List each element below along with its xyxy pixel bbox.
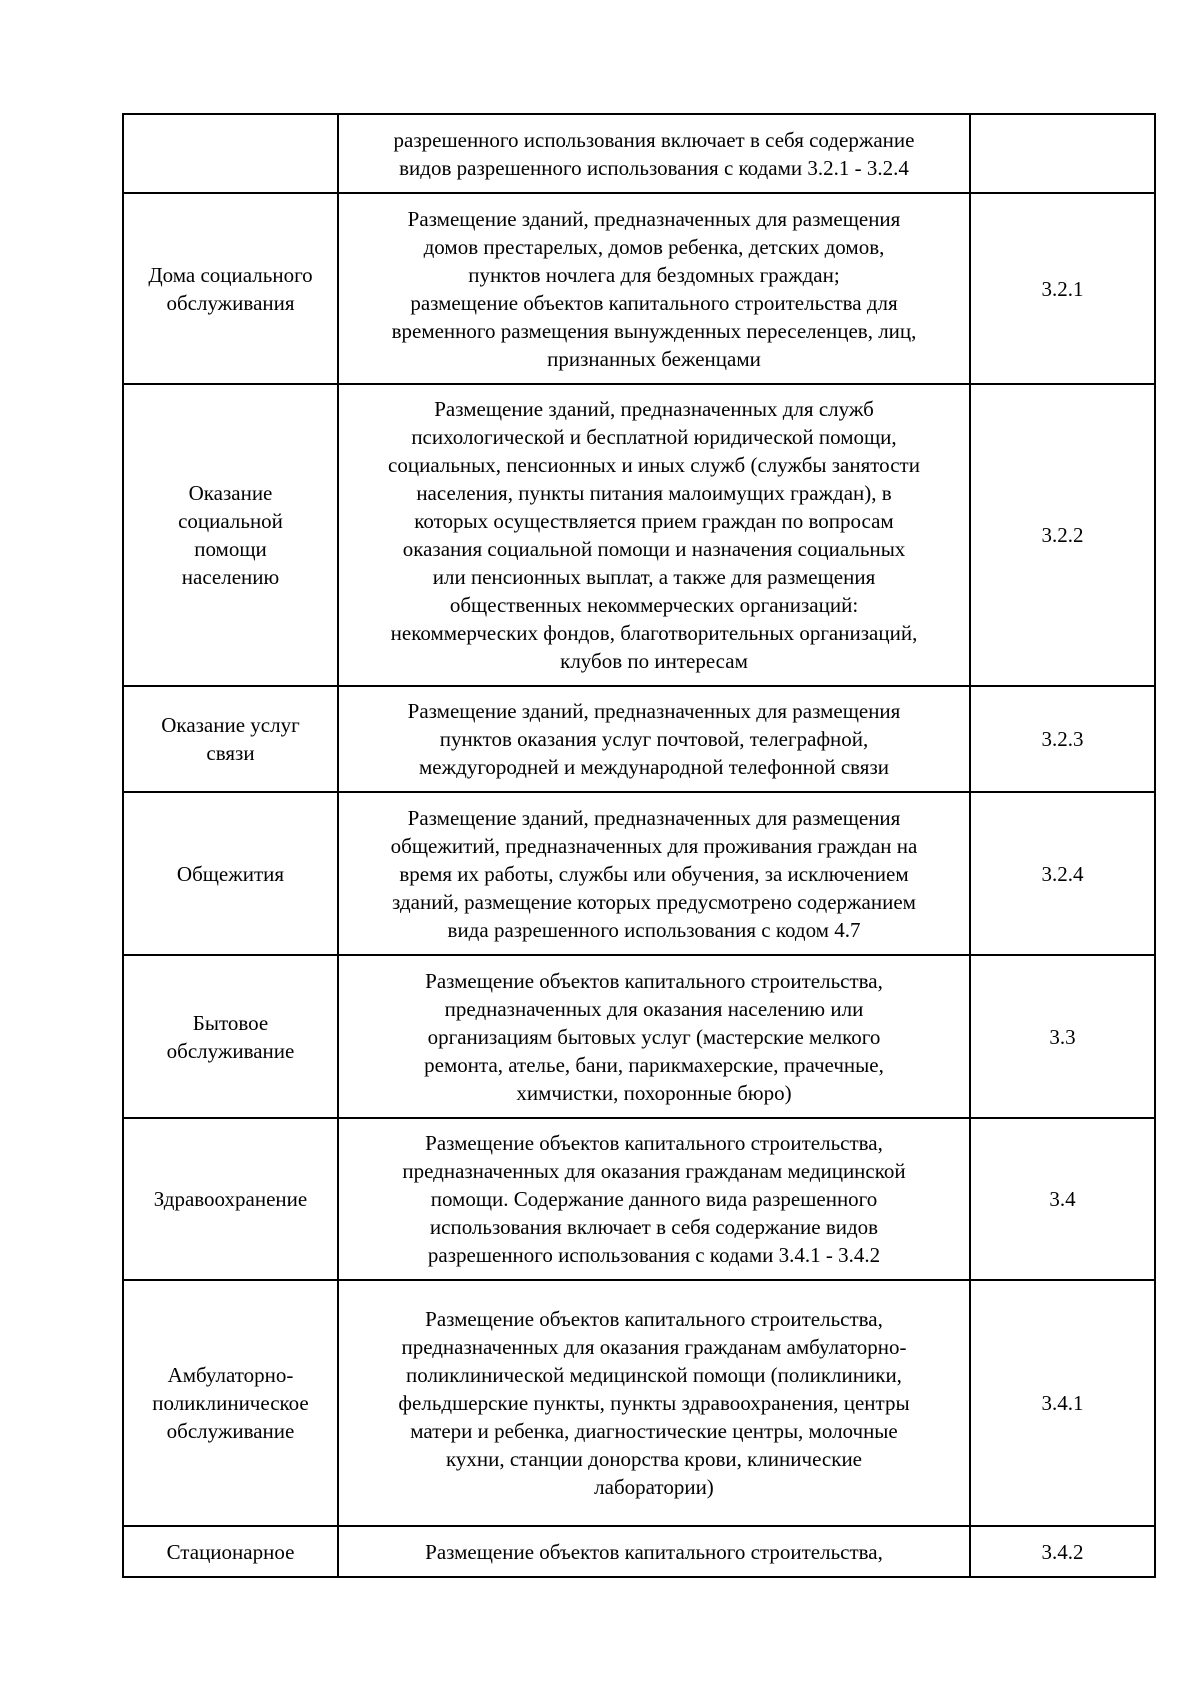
use-code-cell: 3.2.2	[970, 384, 1155, 686]
use-code-cell: 3.3	[970, 955, 1155, 1118]
use-name-cell: Общежития	[123, 792, 338, 955]
land-use-table	[122, 113, 1156, 1578]
use-description-cell: Размещение объектов капитального строительства, предназначенных для оказания гражданам амбулаторно- поликлинической медицинской помощи (поликлиники, фельдшерские пункты, пункты здравоохранения, центры матери и ребенка, диагностические центры, молочные кухни, станции донорства крови, клинические лаборатории)	[338, 1280, 970, 1526]
use-name-cell: Оказание услуг связи	[123, 686, 338, 792]
use-description-cell: Размещение зданий, предназначенных для размещения общежитий, предназначенных для проживания граждан на время их работы, службы или обучения, за исключением зданий, размещение которых предусмотрено содержанием вида разрешенного использования с кодом 4.7	[338, 792, 970, 955]
use-code-cell: 3.4.1	[970, 1280, 1155, 1526]
table-row	[123, 792, 1155, 955]
table-row	[123, 384, 1155, 686]
use-code-cell: 3.4.2	[970, 1526, 1155, 1577]
table-row	[123, 1526, 1155, 1577]
table-row	[123, 955, 1155, 1118]
use-description-cell: разрешенного использования включает в себя содержание видов разрешенного использования с кодами 3.2.1 - 3.2.4	[338, 114, 970, 193]
use-name-cell: Здравоохранение	[123, 1118, 338, 1280]
use-description-cell: Размещение зданий, предназначенных для размещения пунктов оказания услуг почтовой, телеграфной, междугородней и международной телефонной связи	[338, 686, 970, 792]
use-description-cell: Размещение объектов капитального строительства, предназначенных для оказания населению или организациям бытовых услуг (мастерские мелкого ремонта, ателье, бани, парикмахерские, прачечные, химчистки, похоронные бюро)	[338, 955, 970, 1118]
table-row	[123, 1118, 1155, 1280]
use-name-cell: Бытовое обслуживание	[123, 955, 338, 1118]
table-row	[123, 114, 1155, 193]
table-row	[123, 193, 1155, 384]
table-row	[123, 686, 1155, 792]
use-name-cell: Стационарное	[123, 1526, 338, 1577]
use-code-cell: 3.4	[970, 1118, 1155, 1280]
use-description-cell: Размещение зданий, предназначенных для служб психологической и бесплатной юридической помощи, социальных, пенсионных и иных служб (службы занятости населения, пункты питания малоимущих граждан), в которых осуществляется прием граждан по вопросам оказания социальной помощи и назначения социальных или пенсионных выплат, а также для размещения общественных некоммерческих организаций: некоммерческих фондов, благотворительных организаций, клубов по интересам	[338, 384, 970, 686]
use-description-cell: Размещение объектов капитального строительства, предназначенных для оказания гражданам медицинской помощи. Содержание данного вида разрешенного использования включает в себя содержание видов разрешенного использования с кодами 3.4.1 - 3.4.2	[338, 1118, 970, 1280]
use-name-cell: Амбулаторно- поликлиническое обслуживание	[123, 1280, 338, 1526]
use-code-cell: 3.2.1	[970, 193, 1155, 384]
table-row	[123, 1280, 1155, 1526]
use-code-cell	[970, 114, 1155, 193]
use-description-cell: Размещение зданий, предназначенных для размещения домов престарелых, домов ребенка, детских домов, пунктов ночлега для бездомных граждан; размещение объектов капитального строительства для временного размещения вынужденных переселенцев, лиц, признанных беженцами	[338, 193, 970, 384]
use-name-cell: Оказание социальной помощи населению	[123, 384, 338, 686]
use-code-cell: 3.2.4	[970, 792, 1155, 955]
use-name-cell: Дома социального обслуживания	[123, 193, 338, 384]
use-code-cell: 3.2.3	[970, 686, 1155, 792]
use-name-cell	[123, 114, 338, 193]
use-description-cell: Размещение объектов капитального строительства,	[338, 1526, 970, 1577]
